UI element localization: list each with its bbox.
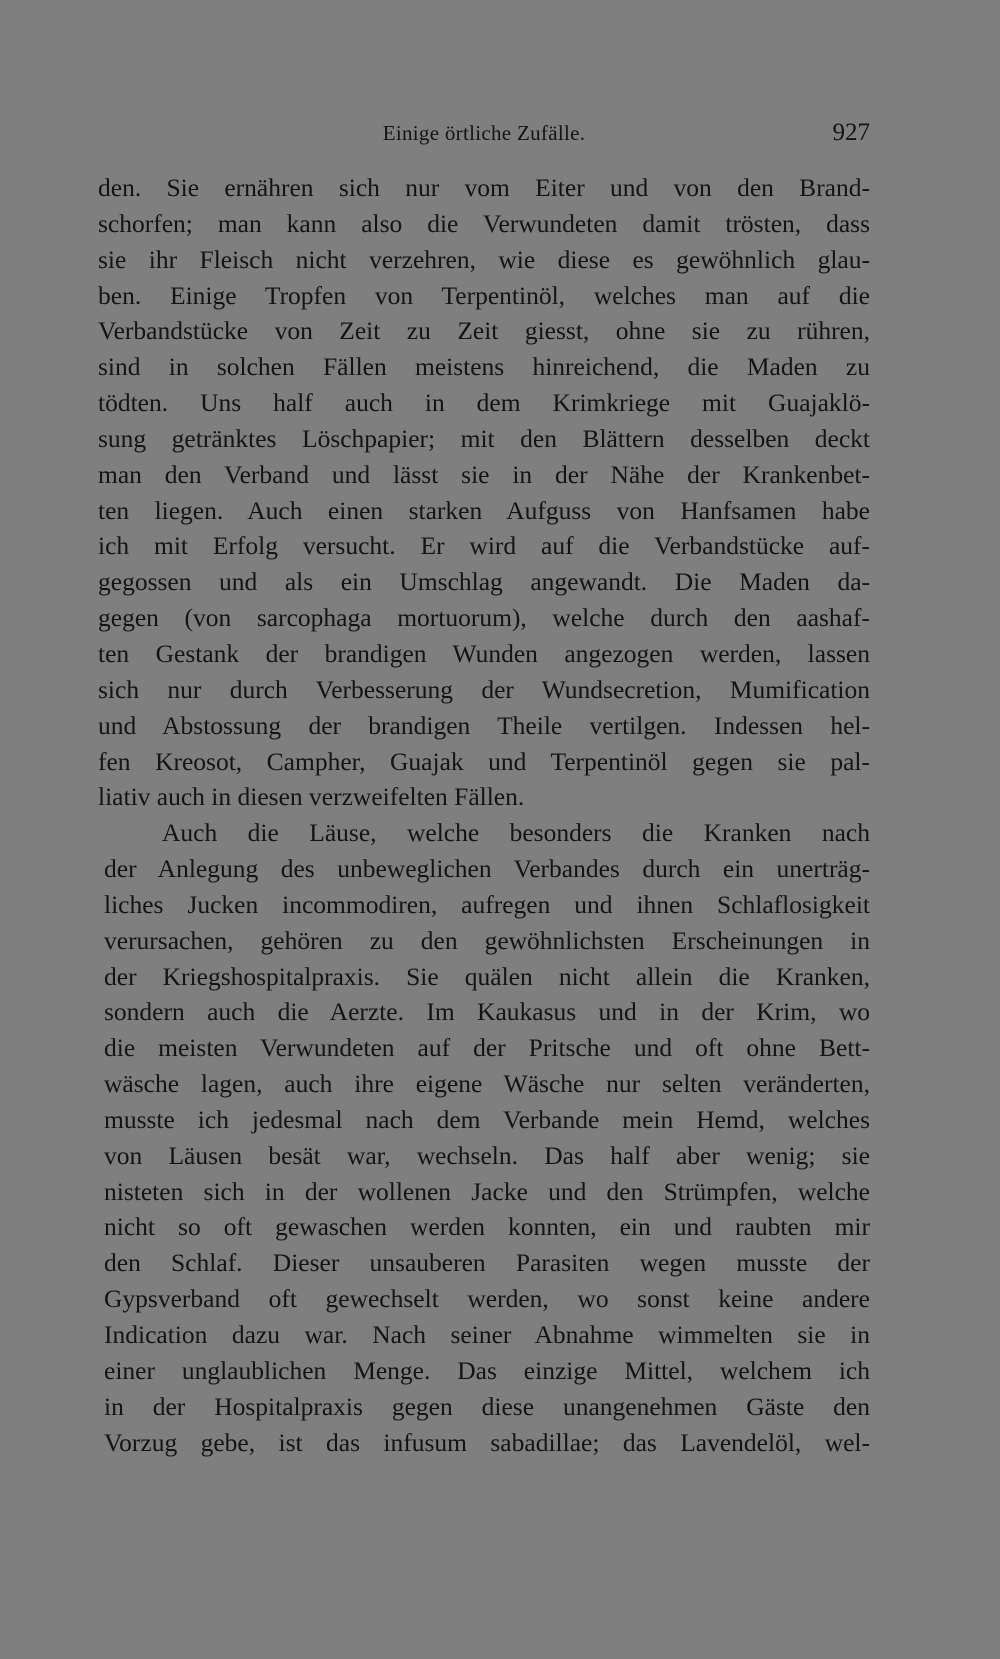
text-line: und Abstossung der brandigen Theile vertilgen. Indessen hel- <box>98 710 870 740</box>
text-line: ich mit Erfolg versucht. Er wird auf die Verbandstücke auf- <box>98 531 870 561</box>
running-header <box>98 119 870 149</box>
page-number: 927 <box>832 119 870 146</box>
text-line: schorfen; man kann also die Verwundeten damit trösten, dass <box>98 208 870 238</box>
text-line: ten liegen. Auch einen starken Aufguss von Hanfsamen habe <box>98 495 870 525</box>
text-line: sondern auch die Aerzte. Im Kaukasus und in der Krim, wo <box>104 997 870 1027</box>
text-line: nisteten sich in der wollenen Jacke und den Strümpfen, welche <box>104 1176 870 1206</box>
paragraph-2 <box>104 815 870 1460</box>
running-title: Einige örtliche Zufälle. <box>382 121 586 145</box>
text-line: Gypsverband oft gewechselt werden, wo sonst keine andere <box>104 1284 870 1314</box>
text-line: fen Kreosot, Campher, Guajak und Terpentinöl gegen sie pal- <box>98 746 870 776</box>
text-line: Indication dazu war. Nach seiner Abnahme wimmelten sie in <box>104 1320 870 1349</box>
text-line: gegossen und als ein Umschlag angewandt. Die Maden da- <box>98 567 870 597</box>
text-line: ben. Einige Tropfen von Terpentinöl, welches man auf die <box>98 280 870 310</box>
paragraph-1 <box>98 170 870 815</box>
text-line: in der Hospitalpraxis gegen diese unangenehmen Gäste den <box>104 1391 870 1421</box>
text-line: ten Gestank der brandigen Wunden angezogen werden, lassen <box>98 638 870 668</box>
text-line: sung getränktes Löschpapier; mit den Blättern desselben deckt <box>98 423 870 453</box>
text-line: der Kriegshospitalpraxis. Sie quälen nicht allein die Kranken, <box>104 961 870 991</box>
text-line: Auch die Läuse, welche besonders die Kranken nach <box>162 818 870 848</box>
text-line: musste ich jedesmal nach dem Verbande mein Hemd, welches <box>104 1104 870 1134</box>
text-line: verursachen, gehören zu den gewöhnlichsten Erscheinungen in <box>104 925 870 955</box>
text-line: Vorzug gebe, ist das infusum sabadillae; das Lavendelöl, wel- <box>104 1427 870 1457</box>
text-line: man den Verband und lässt sie in der Nähe der Krankenbet- <box>98 459 870 489</box>
text-line: Verbandstücke von Zeit zu Zeit giesst, ohne sie zu rühren, <box>98 316 870 346</box>
text-line: nicht so oft gewaschen werden konnten, ein und raubten mir <box>104 1212 870 1242</box>
text-line: den Schlaf. Dieser unsauberen Parasiten wegen musste der <box>104 1248 870 1278</box>
text-line: liativ auch in diesen verzweifelten Fällen. <box>98 782 525 812</box>
text-line: gegen (von sarcophaga mortuorum), welche durch den aashaf- <box>98 603 870 633</box>
text-line: sie ihr Fleisch nicht verzehren, wie diese es gewöhnlich glau- <box>98 244 870 274</box>
text-line: wäsche lagen, auch ihre eigene Wäsche nur selten veränderten, <box>104 1069 870 1099</box>
text-line: tödten. Uns half auch in dem Krimkriege mit Guajaklö- <box>98 388 870 418</box>
text-line: liches Jucken incommodiren, aufregen und ihnen Schlaflosigkeit <box>104 889 870 919</box>
text-line: sich nur durch Verbesserung der Wundsecretion, Mumification <box>98 674 870 704</box>
text-line: der Anlegung des unbeweglichen Verbandes durch ein unerträg- <box>104 854 870 884</box>
text-line: sind in solchen Fällen meistens hinreichend, die Maden zu <box>98 352 870 382</box>
text-line: den. Sie ernähren sich nur vom Eiter und von den Brand- <box>98 173 870 202</box>
text-line: die meisten Verwundeten auf der Pritsche und oft ohne Bett- <box>104 1033 870 1063</box>
text-line: einer unglaublichen Menge. Das einzige Mittel, welchem ich <box>104 1355 870 1385</box>
text-line: von Läusen besät war, wechseln. Das half aber wenig; sie <box>104 1140 870 1170</box>
body-text <box>98 170 870 1460</box>
